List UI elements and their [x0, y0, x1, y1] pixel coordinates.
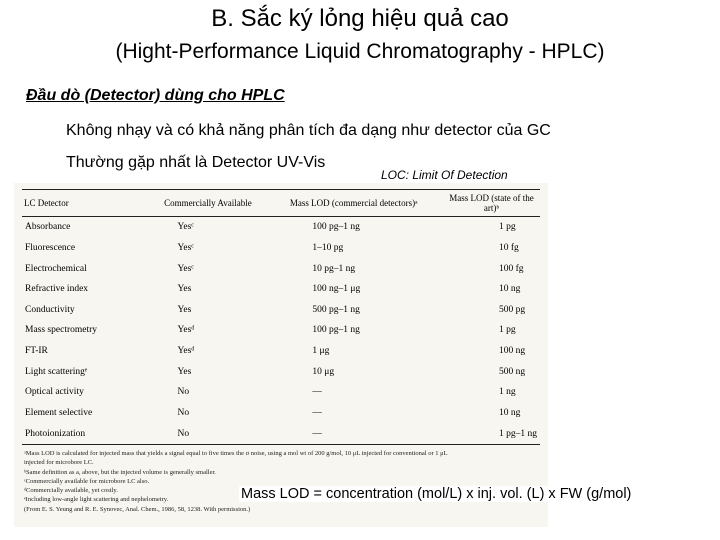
- cell-available: No: [177, 407, 190, 418]
- table-row: [22, 423, 540, 444]
- cell-lod-commercial: 10 pg–1 ng: [312, 263, 356, 274]
- cell-detector: Electrochemical: [25, 263, 87, 274]
- slide-subtitle: (Hight-Performance Liquid Chromatography - HPLC): [115, 40, 605, 63]
- footnote-line: ᵃMass LOD is calculated for injected mass that yields a signal equal to five times the σ noise, using a mol wt of 200 g/mol, 10 μL injected for conventional or 1 μL: [24, 450, 448, 457]
- table-row: [22, 238, 540, 259]
- cell-available: Yesᶜ: [177, 222, 194, 233]
- cell-lod-commercial: 100 pg–1 ng: [312, 325, 360, 336]
- cell-lod-sota: 100 fg: [499, 263, 524, 274]
- table-row: [22, 341, 540, 362]
- cell-lod-sota: 500 ng: [499, 366, 526, 377]
- cell-lod-sota: 10 fg: [499, 242, 519, 253]
- cell-lod-commercial: 1–10 pg: [312, 242, 344, 253]
- footnote-line: (From E. S. Yeung and R. E. Synovec, Anal. Chem., 1986, 58, 1238. With permission.): [24, 505, 251, 513]
- table-footnotes: [24, 449, 544, 514]
- cell-lod-commercial: 10 μg: [312, 366, 335, 377]
- cell-lod-commercial: 100 pg–1 ng: [312, 222, 360, 233]
- cell-available: Yesᶜ: [177, 242, 194, 253]
- footnote-line: ᵇSame definition as a, above, but the injected volume is generally smaller.: [24, 468, 216, 476]
- cell-lod-commercial: 1 μg: [312, 346, 330, 357]
- table-row: [22, 279, 540, 300]
- cell-lod-sota: 1 pg: [499, 222, 516, 233]
- cell-lod-sota: 10 ng: [499, 407, 521, 418]
- mass-lod-formula: Mass LOD = concentration (mol/L) x inj. vol. (L) x FW (g/mol): [241, 486, 632, 502]
- table-row: [22, 258, 540, 279]
- cell-lod-sota: 500 pg: [499, 304, 526, 315]
- table-row: [22, 300, 540, 321]
- cell-available: Yes: [177, 284, 192, 295]
- bullet-line-2: Thường gặp nhất là Detector UV-Vis: [66, 154, 326, 171]
- cell-detector: Absorbance: [25, 222, 71, 233]
- cell-lod-commercial: 500 pg–1 ng: [312, 304, 360, 315]
- cell-detector: FT-IR: [25, 346, 48, 357]
- header-commercial: Commercially Available: [152, 190, 265, 217]
- cell-detector: Conductivity: [25, 304, 75, 315]
- table-row: [22, 382, 540, 403]
- cell-lod-commercial: 100 ng–1 μg: [312, 284, 361, 295]
- cell-detector: Element selective: [25, 407, 93, 418]
- cell-detector: Optical activity: [25, 387, 84, 398]
- table-row: [22, 361, 540, 382]
- footnote-line: ᵉIncluding low-angle light scattering and nephelometry.: [24, 496, 169, 504]
- cell-available: No: [177, 387, 190, 398]
- detector-table: [22, 189, 540, 445]
- cell-lod-sota: 10 ng: [499, 284, 521, 295]
- table-row: [22, 403, 540, 424]
- cell-available: Yesᵈ: [177, 325, 195, 336]
- table-row: [22, 217, 540, 238]
- cell-detector: Mass spectrometry: [25, 325, 98, 336]
- table-row: [22, 320, 540, 341]
- cell-available: Yes: [177, 366, 192, 377]
- cell-lod-sota: 100 ng: [499, 346, 526, 357]
- footnote-line: ᵈCommercially available, yet costly.: [24, 487, 118, 495]
- cell-detector: Light scatteringᵉ: [25, 366, 88, 377]
- footnote-line: ᶜCommercially available for microbore LC also.: [24, 477, 150, 485]
- cell-lod-sota: 1 pg–1 ng: [443, 423, 540, 444]
- cell-available: No: [152, 423, 265, 444]
- cell-available: Yesᵈ: [177, 346, 195, 357]
- slide-title: B. Sắc ký lỏng hiệu quả cao: [211, 5, 509, 32]
- header-detector: LC Detector: [22, 190, 152, 217]
- cell-detector: Refractive index: [25, 284, 89, 295]
- header-mass-lod-sota: Mass LOD (state of the art)ᵇ: [443, 190, 540, 217]
- bullet-line-1: Không nhạy và có khả năng phân tích đa dạng như detector của GC: [66, 122, 551, 139]
- cell-lod-commercial: —: [312, 407, 322, 418]
- cell-lod-sota: 1 ng: [499, 387, 516, 398]
- cell-lod-commercial: —: [312, 387, 322, 398]
- cell-available: Yesᶜ: [177, 263, 194, 274]
- footnote-line: injected for microbore LC.: [24, 459, 94, 467]
- cell-lod-sota: 1 pg: [499, 325, 516, 336]
- header-mass-lod-commercial: Mass LOD (commercial detectors)ᵃ: [264, 190, 443, 217]
- lod-note: LOC: Limit Of Detection: [381, 168, 508, 182]
- cell-detector: Photoionization: [22, 423, 152, 444]
- section-heading: Đầu dò (Detector) dùng cho HPLC: [26, 87, 285, 104]
- cell-detector: Fluorescence: [25, 242, 76, 253]
- cell-available: Yes: [177, 304, 192, 315]
- table-header-row: [22, 190, 540, 217]
- scanned-table-image: [14, 183, 548, 527]
- cell-lod-commercial: —: [264, 423, 443, 444]
